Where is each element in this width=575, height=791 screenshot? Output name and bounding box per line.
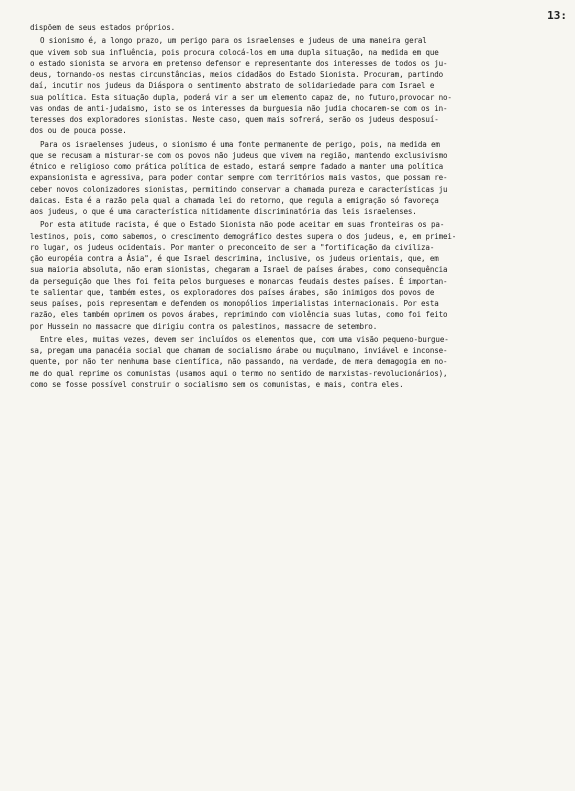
text-line: Por esta atitude racista, é que o Estado Sionista não pode aceitar em suas fronteiras os pa- xyxy=(40,220,445,230)
text-line: ção européia contra a Ásia", é que Israel descrimina, inclusive, os judeus orientais, que, em xyxy=(30,254,439,263)
text-line: vas ondas de anti-judaismo, isto se os interesses da burguesia não judia chocarem-se com os in- xyxy=(30,103,448,113)
paragraph xyxy=(30,35,568,136)
text-line: ro lugar, os judeus ocidentais. Por manter o preconceito de ser a "fortificação da civiliza- xyxy=(30,242,435,252)
text-line: étnico e religioso como prática política de estado, estará sempre fadado a manter uma política xyxy=(30,162,443,171)
text-line: Entre eles, muitas vezes, devem ser incluídos os elementos que, com uma visão pequeno-burgue- xyxy=(40,334,449,344)
text-line: daí, incutir nos judeus da Diáspora o sentimento abstrato de solidariedade para com Israel e xyxy=(30,81,435,91)
text-line: razão, eles também oprimem os povos árabes, reprimindo com violência suas lutas, como foi feito xyxy=(30,310,448,320)
text-line: o estado sionista se arvora em pretenso defensor e representante dos interesses de todos os ju- xyxy=(30,58,448,68)
text-line: quente, por não ter nenhuma base científica, não passando, na verdade, de mera demagogia em no- xyxy=(30,357,448,367)
text-line: O sionismo é, a longo prazo, um perigo para os israelenses e judeus de uma maneira geral xyxy=(40,36,427,46)
text-line: dos ou de pouca posse. xyxy=(30,126,127,136)
text-line: lestinos, pois, como sabemos, o crescimento demográfico destes supera o dos judeus, e, em primei- xyxy=(30,231,457,241)
text-line: teresses dos exploradores sionistas. Neste caso, quem mais sofrerá, serão os judeus desposuí- xyxy=(30,115,439,124)
text-line: ceber novos colonizadores sionistas, permitindo conservar a chamada pureza e características ju xyxy=(30,184,448,194)
text-line: sua maioria absoluta, não eram sionistas, chegaram a Israel de países árabes, como consequência xyxy=(30,265,448,275)
text-line: da perseguição que lhes foi feita pelos burgueses e monarcas feudais destes países. É importan- xyxy=(30,276,448,286)
text-line: sua política. Esta situação dupla, poderá vir a ser um elemento capaz de, no futuro,provocar no- xyxy=(30,92,452,102)
paragraph xyxy=(30,219,568,332)
text-line: expansionista e agressiva, para poder contar sempre com territórios mais vastos, que possam re- xyxy=(30,173,448,183)
paragraph xyxy=(30,139,568,218)
text-line: seus países, pois representam e defendem os monopólios imperialistas internacionais. Por esta xyxy=(30,299,439,308)
paragraph xyxy=(30,334,568,390)
text-line: me do qual reprime os comunistas (usamos aqui o termo no sentido de marxistas-revolucionários), xyxy=(30,368,448,378)
text-line: dispõem de seus estados próprios. xyxy=(30,23,175,32)
text-line: que se recusam a misturar-se com os povos não judeus que vivem na região, mantendo exclusivismo xyxy=(30,150,448,160)
text-line: daicas. Esta é a razão pela qual a chamada lei do retorno, que regula a emigração só favoreça xyxy=(30,195,439,205)
text-line: te salientar que, também estes, os exploradores dos países árabes, são inimigos dos povos de xyxy=(30,287,435,297)
text-line: como se fosse possível construir o socialismo sem os comunistas, e mais, contra eles. xyxy=(30,379,404,389)
document-body xyxy=(30,22,568,390)
text-line: por Hussein no massacre que dirigiu contra os palestinos, massacre de setembro. xyxy=(30,321,378,331)
text-line: Para os israelenses judeus, o sionismo é uma fonte permanente de perigo, pois, na medida em xyxy=(40,139,440,149)
text-line: que vivem sob sua influência, pois procura colocá-los em uma dupla situação, na medida em que xyxy=(30,47,439,57)
text-line: sa, pregam uma panacéia social que chamam de socialismo árabe ou muçulmano, inviável e inconse- xyxy=(30,346,448,355)
text-line: aos judeus, o que é uma característica nitidamente discriminatória das leis israelenses. xyxy=(30,207,417,216)
paragraph xyxy=(30,22,568,33)
text-line: deus, tornando-os nestas circunstâncias, meios cidadãos do Estado Sionista. Procuram, partindo xyxy=(30,70,443,79)
page-number: 13: xyxy=(547,9,567,22)
